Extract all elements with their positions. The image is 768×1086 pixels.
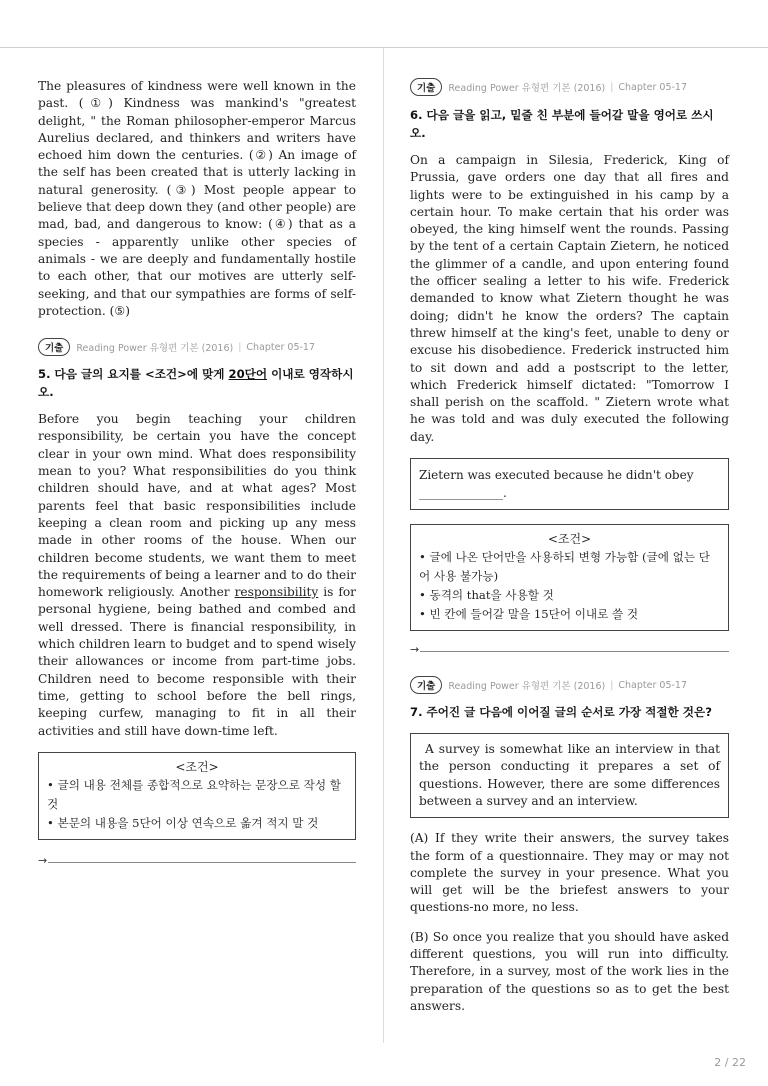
q5-chapter: Chapter 05-17 [246,341,316,353]
past-exam-badge: 기출 [410,676,442,694]
q7-chapter: Chapter 05-17 [618,679,688,691]
page-number: 2 / 22 [714,1056,746,1069]
q5-passage-part: is for personal hygiene, being bathed and combed and well dressed. There is financial responsibility, in which children learn to budget and to spend wisely their allowances or income from part-time jobs. Children need to become responsible with their time, getting to school before the bell rings, keeping curfew, managing to fit in all their activities and still have down-time left. [38,585,356,738]
q5-passage-underlined: responsibility [234,585,319,600]
q5-conditions-box [38,752,356,840]
intro-passage: The pleasures of kindness were well known in the past. (①) Kindness was mankind's "greatest delight, " the Roman philosopher-emperor Marcus Aurelius declared, and thinkers and writers have echoed him down the centuries. (②) An image of the self has been created that is utterly lacking in natural generosity. (③) Most people appear to believe that deep down they (and other people) are mad, bad, and dangerous to know: (④) that as a species - apparently unlike other species of animals - we are deeply and fundamentally hostile to each other, that our motives are utterly self-seeking, and that our sympathies are forms of self-protection. (⑤) [38,79,356,318]
q7-option-a: (A) If they write their answers, the survey takes the form of a questionnaire. They may or may not complete the survey in your presence. What you will get will be the briefest answers to your questions-no more, no less. [410,831,729,915]
past-exam-badge: 기출 [410,78,442,96]
condition-item: • 글의 내용 전체를 종합적으로 요약하는 문장으로 작성 할 것 [47,777,341,811]
arrow-icon: → [410,643,420,657]
q5-passage [38,411,356,740]
separator: | [610,679,614,691]
q5-passage-part: Before you begin teaching your children responsibility, be certain you have the concept clear in your own mind. What does responsibility mean to you? What responsibilities do you think children should have, and at what ages? Most parents feel that basic responsibilities include keeping a clean room and picking up any mess made in other rooms of the house. When our children become students, we want them to meet the requirements of being a learner and to do their homework religiously. Another [38,412,356,600]
q7-option-b: (B) So once you realize that you should have asked different questions, you will run into difficulty. Therefore, in a survey, most of the work lies in the preparation of the questions so as to get the best answers. [410,929,729,1013]
q6-answer-line[interactable] [410,643,729,656]
answer-underline [420,651,729,652]
q5-answer-line[interactable] [38,854,356,867]
q7-source-line [410,676,729,694]
q6-conditions-box [410,524,729,631]
q5-source-line [38,338,356,356]
left-column [38,78,356,867]
q6-summary-blank[interactable]: ______________. [419,486,507,501]
condition-item: • 글에 나온 단어만을 사용하되 변형 가능함 (글에 없는 단어 사용 불가능) [419,550,710,584]
conditions-title: <조건> [175,759,219,774]
q5-source: Reading Power 유형편 기본 (2016) [76,343,234,355]
separator: | [610,81,614,93]
q6-source-line [410,78,729,96]
q7-source: Reading Power 유형편 기본 (2016) [448,681,606,693]
condition-item: • 동격의 that을 사용할 것 [419,588,554,603]
column-divider [383,48,384,1043]
q5-title-part: 이내로 영작하시오. [38,367,354,400]
q6-title: 6. 다음 글을 읽고, 밑줄 친 부분에 들어갈 말을 영어로 쓰시오. [410,108,714,140]
q7-title: 7. 주어진 글 다음에 이어질 글의 순서로 가장 적절한 것은? [410,705,712,720]
condition-item: • 빈 칸에 들어갈 말을 15단어 이내로 쓸 것 [419,607,639,622]
arrow-icon: → [38,853,48,867]
q5-title-part: 5. 다음 글의 요지를 <조건>에 맞게 [38,367,229,382]
right-column [410,78,729,1015]
q7-given-text: A survey is somewhat like an interview in that the person conducting it prepares a set of questions. However, there are some differences between a survey and an interview. [419,742,720,808]
conditions-title: <조건> [547,532,592,547]
top-rule [0,47,768,48]
condition-item: • 본문의 내용을 5단어 이상 연속으로 옮겨 적지 말 것 [47,815,319,830]
q5-title-underlined: 20단어 [228,367,268,382]
separator: | [238,341,242,353]
answer-underline [48,862,356,863]
q6-chapter: Chapter 05-17 [618,81,688,93]
q5-title [38,365,356,401]
q6-summary-box [410,458,729,510]
q6-source: Reading Power 유형편 기본 (2016) [448,83,606,94]
q6-summary-text: Zietern was executed because he didn't obey [419,468,694,483]
q7-given-box [410,733,729,818]
q6-passage: On a campaign in Silesia, Frederick, King of Prussia, gave orders one day that all fires and lights were to be extinguished in his camp by a certain hour. To make certain that his order was obeyed, the king himself went the rounds. Passing by the tent of a certain Captain Zietern, he noticed the glimmer of a candle, and upon entering found the officer sealing a letter to his wife. Frederick demanded to know what Zietern thought he was doing; didn't he know the orders? The captain threw himself at the king's feet, unable to deny or excuse his disobedience. Frederick instructed him to sit down and add a postscript to the letter, which Frederick himself dictated: "Tomorrow I shall perish on the scaffold. " Zietern wrote what he was told and was duly executed the following day. [410,153,729,444]
past-exam-badge: 기출 [38,338,70,356]
